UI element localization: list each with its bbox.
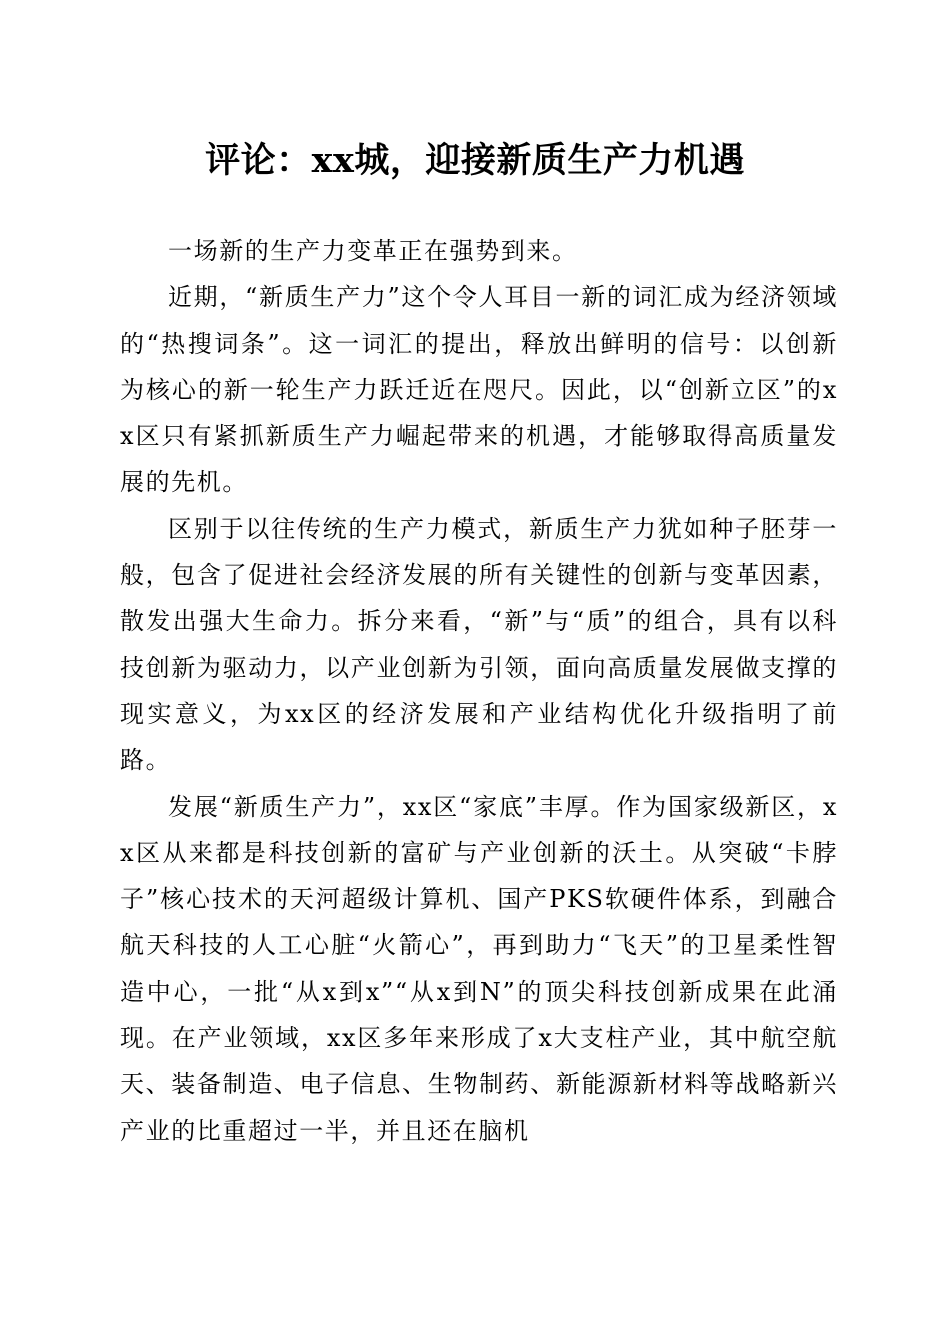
article-title: 评论：xx城，迎接新质生产力机遇 xyxy=(205,140,745,181)
paragraph-1: 一场新的生产力变革正在强势到来。 xyxy=(168,237,578,265)
article-body xyxy=(120,228,838,1154)
paragraph-2: 近期，“新质生产力”这个令人耳目一新的词汇成为经济领域的“热搜词条”。这一词汇的提出，释放出鲜明的信号：以创新为核心的新一轮生产力跃迁近在咫尺。因此，以“创新立区”的xx区只有紧抓新质生产力崛起带来的机遇，才能够取得高质量发展的先机。 xyxy=(120,283,838,497)
paragraph-3: 区别于以往传统的生产力模式，新质生产力犹如种子胚芽一般，包含了促进社会经济发展的所有关键性的创新与变革因素，散发出强大生命力。拆分来看，“新”与“质”的组合，具有以科技创新为驱动力，以产业创新为引领，面向高质量发展做支撑的现实意义，为xx区的经济发展和产业结构优化升级指明了前路。 xyxy=(120,514,838,775)
paragraph-4: 发展“新质生产力”，xx区“家底”丰厚。作为国家级新区，xx区从来都是科技创新的富矿与产业创新的沃土。从突破“卡脖子”核心技术的天河超级计算机、国产PKS软硬件体系，到融合航天科技的人工心脏“火箭心”，再到助力“飞天”的卫星柔性智造中心，一批“从x到x”“从x到N”的顶尖科技创新成果在此涌现。在产业领域，xx区多年来形成了x大支柱产业，其中航空航天、装备制造、电子信息、生物制药、新能源新材料等战略新兴产业的比重超过一半，并且还在脑机 xyxy=(120,792,838,1145)
